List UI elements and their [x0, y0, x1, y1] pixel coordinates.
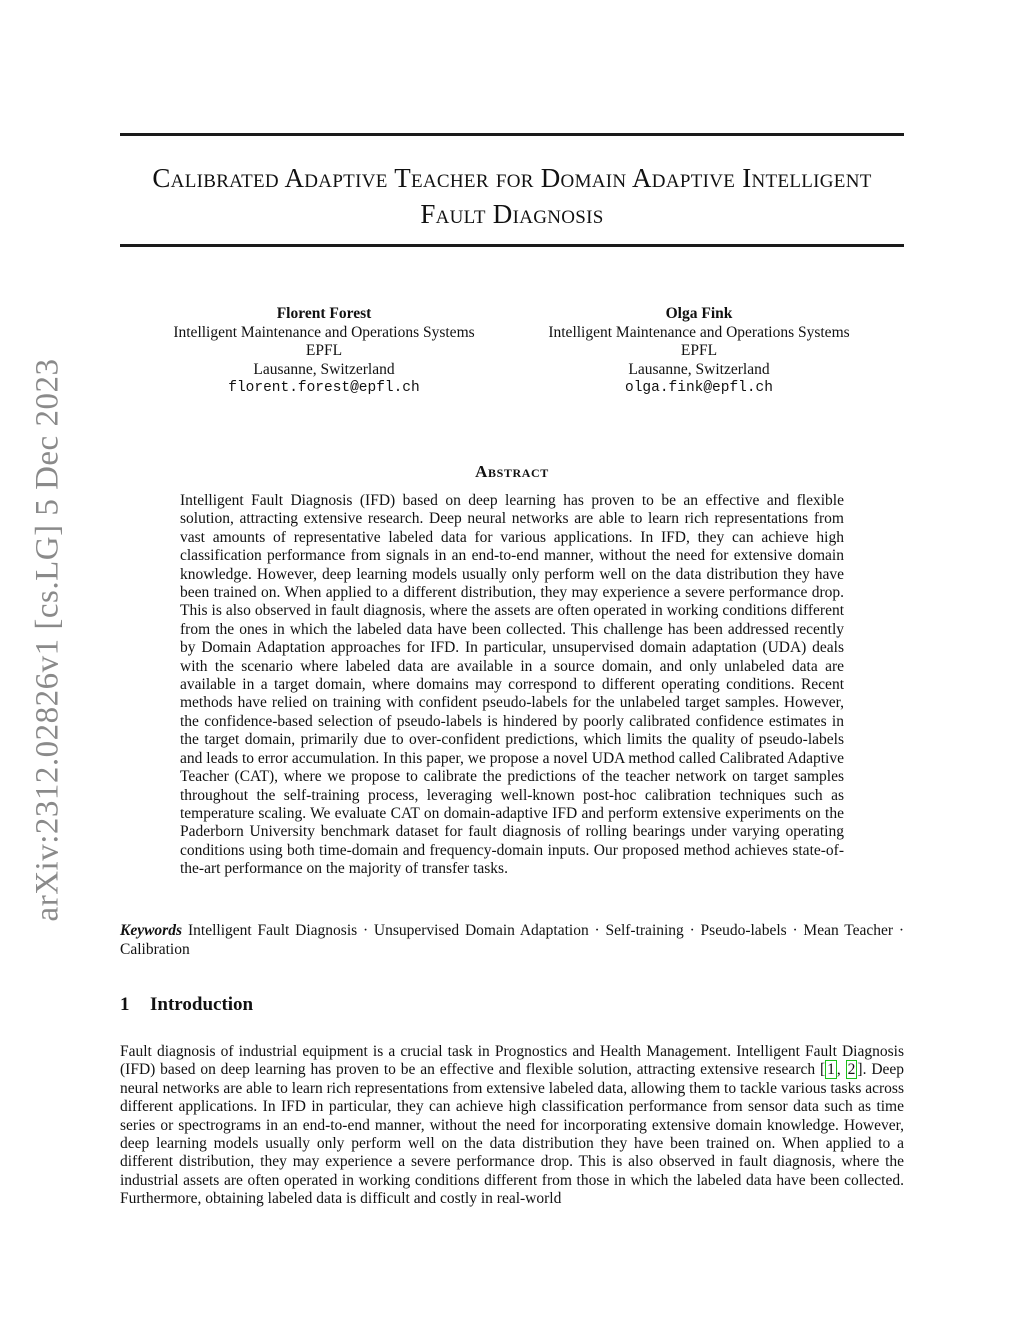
abstract-text: Intelligent Fault Diagnosis (IFD) based on deep learning has proven to be an effective and flexible solution, attracting extensive research. Deep neural networks are able to learn rich representations from vast amounts of representative labeled data for various applications. In IFD, they can achieve high classification performance from signals in an end-to-end manner, without the need for extensive domain knowledge. However, deep learning models usually only perform well on the data distribution they have been trained on. When applied to a different distribution, they may experience a severe performance drop. This is also observed in fault diagnosis, where the assets are often operated in working conditions different from the ones in which the labeled data have been collected. This challenge has been addressed recently by Domain Adaptation approaches for IFD. In particular, unsupervised domain adaptation (UDA) deals with the scenario where labeled data are available in a source domain, and only unlabeled data are available in a target domain, where domains may correspond to different operating conditions. Recent methods have relied on training with confident pseudo-labels for the unlabeled target samples. However, the confidence-based selection of pseudo-labels is hindered by poorly calibrated confidence estimates in the target domain, primarily due to over-confident predictions, which limits the quality of pseudo-labels and leads to error accumulation. In this paper, we propose a novel UDA method called Calibrated Adaptive Teacher (CAT), where we propose to calibrate the predictions of the teacher network on target samples throughout the self-training process, leveraging well-known post-hoc calibration techniques such as temperature scaling. We evaluate CAT on domain-adaptive IFD and perform extensive experiments on the Paderborn University benchmark dataset for fault diagnosis of rolling bearings under varying operating conditions using both time-domain and frequency-domain inputs. Our proposed method achieves state-of-the-art performance on the majority of transfer tasks. [180, 492, 844, 878]
keywords-label: Keywords [120, 922, 182, 939]
arxiv-identifier: arXiv:2312.02826v1 [cs.LG] 5 Dec 2023 [29, 358, 66, 922]
citation-link[interactable]: 1 [827, 1061, 835, 1079]
intro-text-continued: . Deep neural networks are able to learn rich representations from extensive labeled data, allowing them to tackle various tasks across different applications. In IFD in particular, they can achieve high classification performance from sensor data such as time series or spectrograms in an end-to-end manner, without the need for incorporating extensive domain knowledge. However, deep learning models usually only perform well on the data distribution they have been trained on. When applied to a different distribution, they may experience a severe performance drop. This is also observed in fault diagnosis, where the industrial assets are often operated in working conditions different from those in which the labeled data have been collected. Furthermore, obtaining labeled data is difficult and costly in real-world [120, 1061, 905, 1208]
citation-link[interactable]: 2 [847, 1061, 856, 1079]
section-title: Introduction [150, 994, 254, 1015]
author-location: Lausanne, Switzerland [253, 360, 395, 378]
author-email[interactable]: olga.fink@epfl.ch [625, 380, 773, 396]
author-location: Lausanne, Switzerland [628, 360, 770, 378]
title-rule-bottom [120, 244, 904, 247]
author-institution: EPFL [305, 342, 343, 359]
paper-title: Calibrated Adaptive Teacher for Domain Adaptive Intelligent Fault Diagnosis [152, 163, 872, 229]
cite-close: ] [857, 1061, 863, 1079]
author-name: Florent Forest [276, 305, 372, 322]
author-affiliation: Intelligent Maintenance and Operations Systems [548, 323, 850, 341]
keywords-line [120, 922, 904, 959]
keywords-text: Intelligent Fault Diagnosis · Unsupervised Domain Adaptation · Self-training · Pseudo-labels · Mean Teacher · Calibration [120, 922, 904, 958]
section-heading [120, 994, 253, 1016]
abstract-heading: Abstract [475, 462, 549, 481]
intro-text: Fault diagnosis of industrial equipment is a crucial task in Prognostics and Health Management. Intelligent Fault Diagnosis (IFD) based on deep learning has proven to be an effective and flexible solution, attracting extensive research [120, 1043, 904, 1079]
author-name: Olga Fink [665, 305, 733, 322]
introduction-paragraph [120, 1043, 904, 1209]
cite-separator: , [836, 1061, 846, 1079]
author-block [509, 305, 889, 398]
title-rule-top [120, 133, 904, 136]
author-email[interactable]: florent.forest@epfl.ch [228, 380, 420, 396]
author-institution: EPFL [680, 342, 718, 359]
section-number: 1 [120, 994, 130, 1015]
cite-open: [ [819, 1061, 826, 1079]
author-affiliation: Intelligent Maintenance and Operations Systems [173, 323, 475, 341]
author-block [134, 305, 514, 398]
